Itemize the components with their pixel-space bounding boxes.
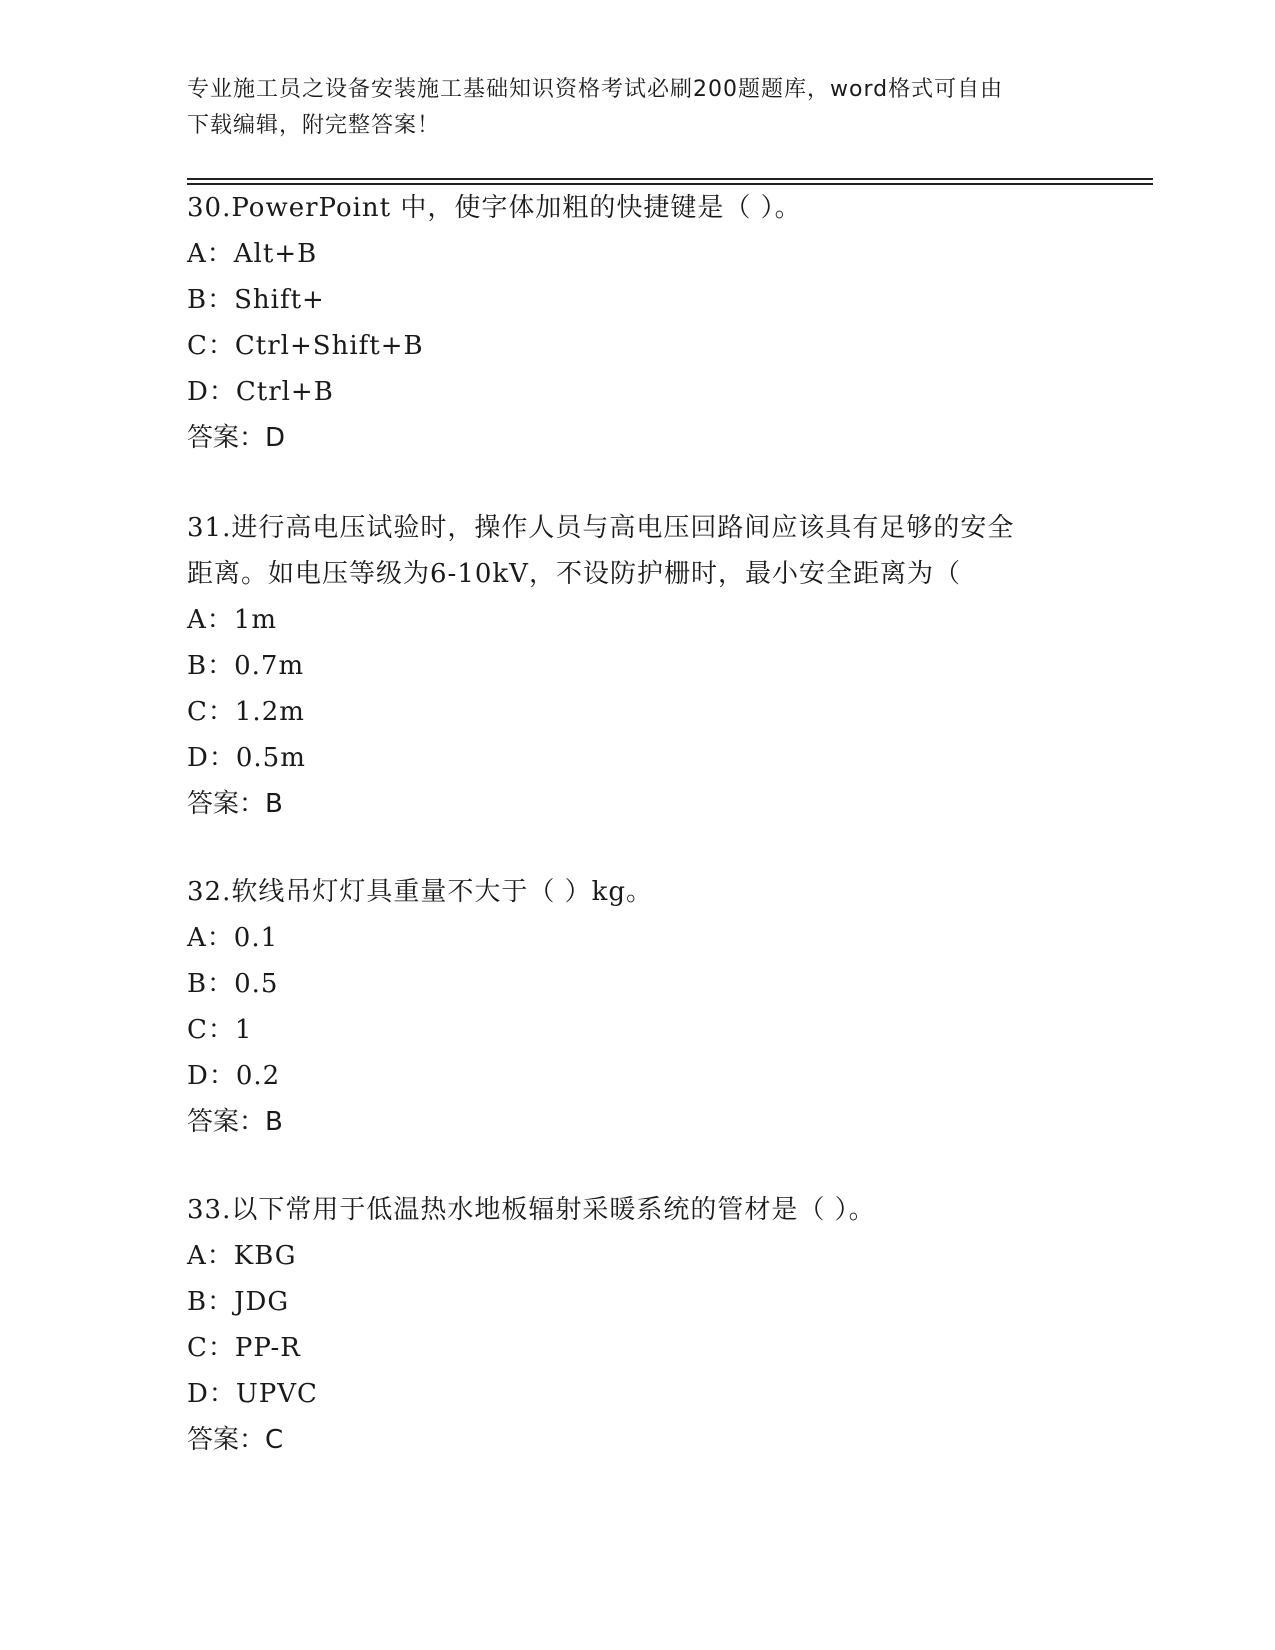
header-line-2: 下载编辑，附完整答案！: [187, 113, 441, 138]
option-b: B：JDG: [187, 1287, 290, 1317]
option-a: A：0.1: [187, 923, 279, 953]
question-32: [187, 869, 1087, 1145]
option-d: D：0.2: [187, 1061, 281, 1091]
header-divider-top: [187, 178, 1153, 180]
question-title: 30.PowerPoint 中，使字体加粗的快捷键是（ ）。: [187, 193, 802, 223]
option-d: D：UPVC: [187, 1379, 318, 1409]
option-b: B：0.7m: [187, 651, 305, 681]
question-title-line-1: 31.进行高电压试验时，操作人员与高电压回路间应该具有足够的安全: [187, 513, 1015, 543]
answer: 答案：B: [187, 1107, 283, 1137]
document-header: [187, 72, 1067, 144]
option-c: C：1: [187, 1015, 253, 1045]
answer: 答案：B: [187, 789, 283, 819]
answer: 答案：C: [187, 1425, 284, 1455]
option-b: B：Shift+: [187, 285, 325, 315]
option-a: A：1m: [187, 605, 277, 635]
option-a: A：Alt+B: [187, 239, 318, 269]
question-31: [187, 505, 1087, 827]
header-line-1: 专业施工员之设备安装施工基础知识资格考试必刷200题题库，word格式可自由: [187, 77, 1004, 102]
question-33: [187, 1187, 1087, 1463]
option-d: D：Ctrl+B: [187, 377, 334, 407]
option-d: D：0.5m: [187, 743, 306, 773]
question-title: 32.软线吊灯灯具重量不大于（ ）kg。: [187, 877, 654, 907]
option-b: B：0.5: [187, 969, 279, 999]
option-c: C：PP-R: [187, 1333, 301, 1363]
option-c: C：Ctrl+Shift+B: [187, 331, 424, 361]
question-title: 33.以下常用于低温热水地板辐射采暖系统的管材是（ ）。: [187, 1195, 876, 1225]
question-title-line-2: 距离。如电压等级为6-10kV，不设防护栅时，最小安全距离为（: [187, 559, 961, 589]
option-a: A：KBG: [187, 1241, 297, 1271]
question-30: [187, 185, 1087, 461]
option-c: C：1.2m: [187, 697, 305, 727]
answer: 答案：D: [187, 423, 286, 453]
